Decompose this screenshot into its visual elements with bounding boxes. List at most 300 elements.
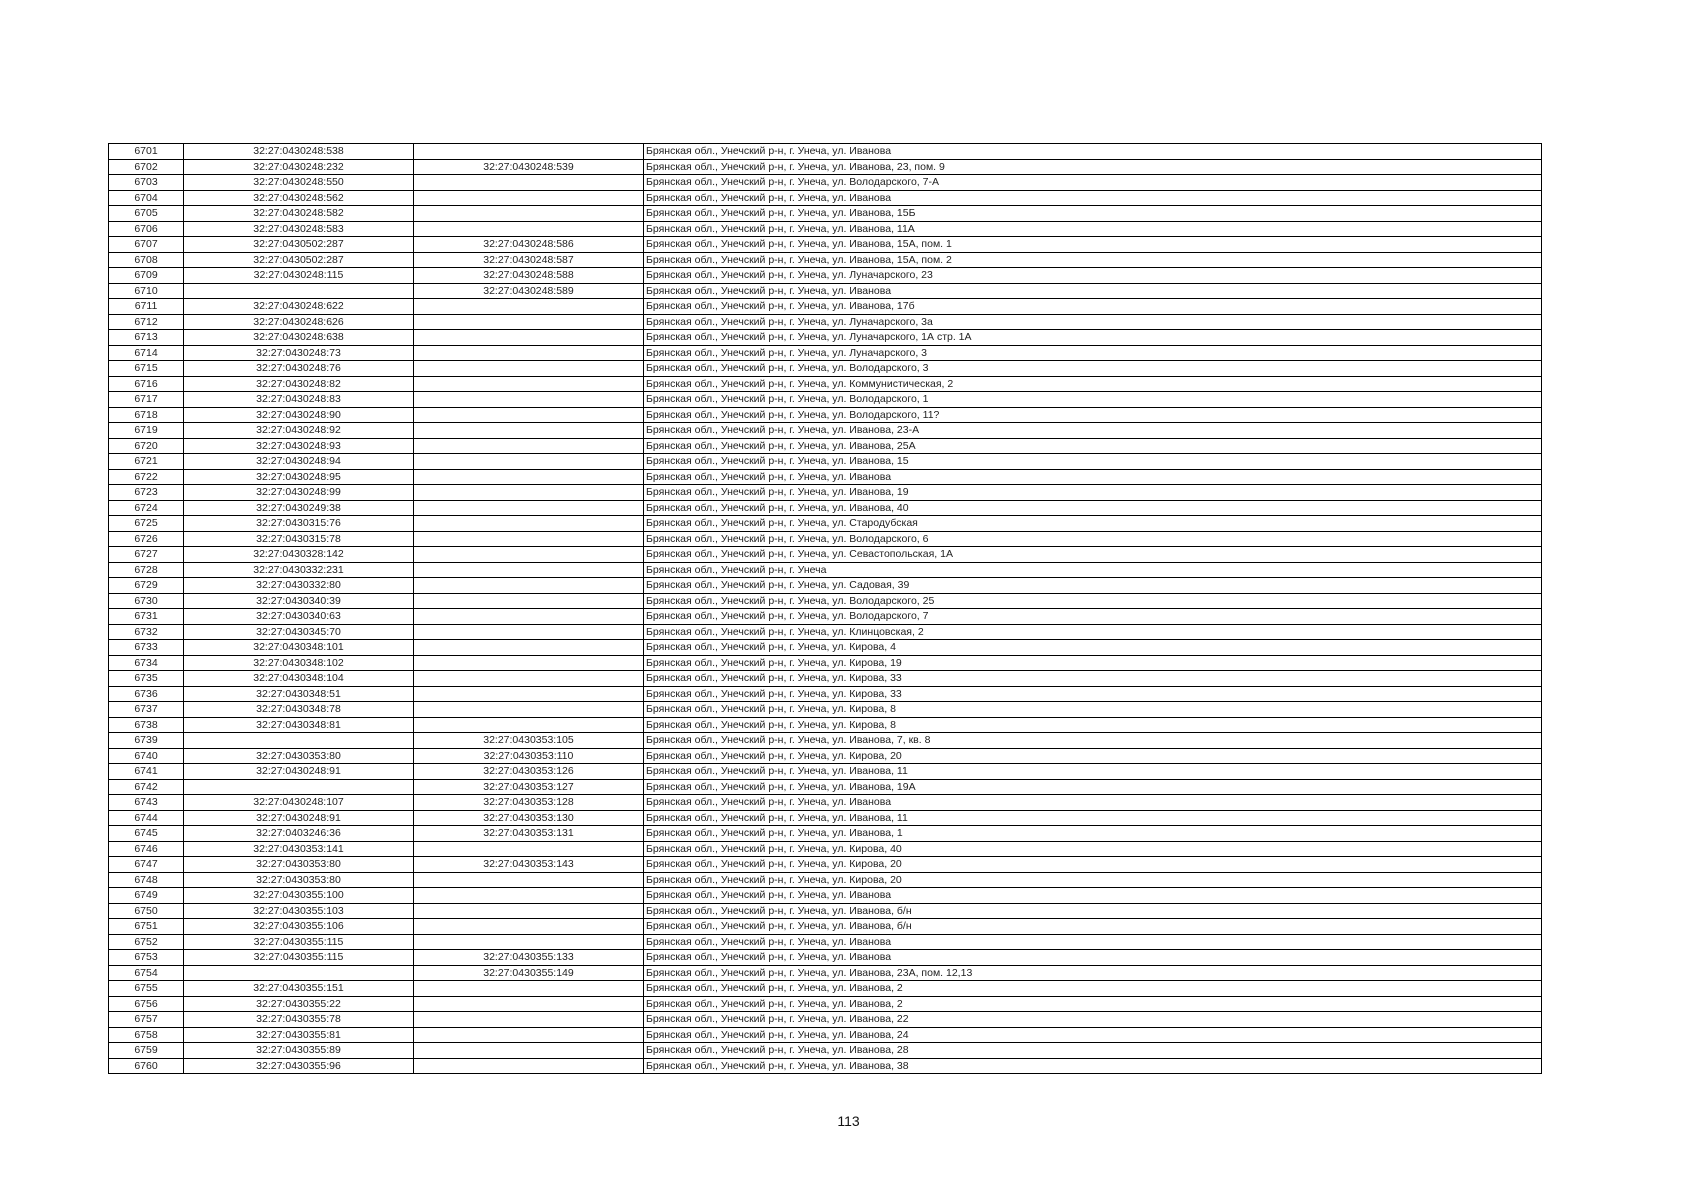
related-cadastral-number-cell: 32:27:0430248:589 (414, 283, 644, 299)
related-cadastral-number-cell (414, 485, 644, 501)
related-cadastral-number-cell (414, 903, 644, 919)
row-number-cell: 6749 (109, 888, 184, 904)
related-cadastral-number-cell (414, 500, 644, 516)
address-cell: Брянская обл., Унечский р-н, г. Унеча, ул. Севастопольская, 1А (644, 547, 1542, 563)
table-row (109, 252, 1542, 268)
table-row (109, 283, 1542, 299)
table-row (109, 764, 1542, 780)
cadastral-number-cell: 32:27:0430248:115 (184, 268, 414, 284)
related-cadastral-number-cell (414, 671, 644, 687)
related-cadastral-number-cell (414, 376, 644, 392)
table-row (109, 392, 1542, 408)
cadastral-number-cell: 32:27:0430355:22 (184, 996, 414, 1012)
address-cell: Брянская обл., Унечский р-н, г. Унеча, ул. Иванова (644, 190, 1542, 206)
row-number-cell: 6736 (109, 686, 184, 702)
row-number-cell: 6713 (109, 330, 184, 346)
row-number-cell: 6720 (109, 438, 184, 454)
row-number-cell: 6726 (109, 531, 184, 547)
related-cadastral-number-cell (414, 190, 644, 206)
table-row (109, 562, 1542, 578)
address-cell: Брянская обл., Унечский р-н, г. Унеча, ул. Иванова, 23А, пом. 12,13 (644, 965, 1542, 981)
cadastral-number-cell: 32:27:0430248:99 (184, 485, 414, 501)
cadastral-number-cell: 32:27:0430248:583 (184, 221, 414, 237)
related-cadastral-number-cell: 32:27:0430355:149 (414, 965, 644, 981)
cadastral-number-cell: 32:27:0430355:151 (184, 981, 414, 997)
address-cell: Брянская обл., Унечский р-н, г. Унеча, ул. Иванова, 17б (644, 299, 1542, 315)
cadastral-number-cell: 32:27:0430348:102 (184, 655, 414, 671)
related-cadastral-number-cell (414, 562, 644, 578)
table-row (109, 872, 1542, 888)
cadastral-number-cell: 32:27:0403246:36 (184, 826, 414, 842)
address-cell: Брянская обл., Унечский р-н, г. Унеча, ул. Володарского, 3 (644, 361, 1542, 377)
address-cell: Брянская обл., Унечский р-н, г. Унеча, ул. Володарского, 1 (644, 392, 1542, 408)
row-number-cell: 6718 (109, 407, 184, 423)
address-cell: Брянская обл., Унечский р-н, г. Унеча, ул. Стародубская (644, 516, 1542, 532)
row-number-cell: 6722 (109, 469, 184, 485)
address-cell: Брянская обл., Унечский р-н, г. Унеча, ул. Иванова (644, 950, 1542, 966)
table-row (109, 826, 1542, 842)
row-number-cell: 6751 (109, 919, 184, 935)
address-cell: Брянская обл., Унечский р-н, г. Унеча, ул. Иванова, 19А (644, 779, 1542, 795)
table-row (109, 314, 1542, 330)
table-row (109, 206, 1542, 222)
row-number-cell: 6737 (109, 702, 184, 718)
table-row (109, 1027, 1542, 1043)
table-row (109, 919, 1542, 935)
related-cadastral-number-cell (414, 702, 644, 718)
table-row (109, 1012, 1542, 1028)
cadastral-number-cell: 32:27:0430248:94 (184, 454, 414, 470)
row-number-cell: 6759 (109, 1043, 184, 1059)
address-cell: Брянская обл., Унечский р-н, г. Унеча, ул. Кирова, 33 (644, 671, 1542, 687)
row-number-cell: 6701 (109, 144, 184, 160)
row-number-cell: 6725 (109, 516, 184, 532)
table-row (109, 237, 1542, 253)
row-number-cell: 6732 (109, 624, 184, 640)
cadastral-number-cell: 32:27:0430348:104 (184, 671, 414, 687)
cadastral-number-cell: 32:27:0430248:83 (184, 392, 414, 408)
cadastral-number-cell: 32:27:0430355:103 (184, 903, 414, 919)
table-row (109, 717, 1542, 733)
row-number-cell: 6741 (109, 764, 184, 780)
table-row (109, 702, 1542, 718)
row-number-cell: 6715 (109, 361, 184, 377)
related-cadastral-number-cell (414, 361, 644, 377)
address-cell: Брянская обл., Унечский р-н, г. Унеча, ул. Иванова, 38 (644, 1058, 1542, 1074)
address-cell: Брянская обл., Унечский р-н, г. Унеча, ул. Иванова, 23-А (644, 423, 1542, 439)
cadastral-number-cell: 32:27:0430248:93 (184, 438, 414, 454)
address-cell: Брянская обл., Унечский р-н, г. Унеча (644, 562, 1542, 578)
cadastral-number-cell: 32:27:0430248:95 (184, 469, 414, 485)
related-cadastral-number-cell (414, 206, 644, 222)
related-cadastral-number-cell (414, 934, 644, 950)
row-number-cell: 6712 (109, 314, 184, 330)
table-row (109, 485, 1542, 501)
address-cell: Брянская обл., Унечский р-н, г. Унеча, ул. Кирова, 40 (644, 841, 1542, 857)
row-number-cell: 6734 (109, 655, 184, 671)
address-cell: Брянская обл., Унечский р-н, г. Унеча, ул. Володарского, 25 (644, 593, 1542, 609)
table-row (109, 407, 1542, 423)
table-row (109, 996, 1542, 1012)
address-cell: Брянская обл., Унечский р-н, г. Унеча, ул. Кирова, 33 (644, 686, 1542, 702)
table-row (109, 1043, 1542, 1059)
cadastral-number-cell: 32:27:0430355:81 (184, 1027, 414, 1043)
address-cell: Брянская обл., Унечский р-н, г. Унеча, ул. Иванова, б/н (644, 903, 1542, 919)
table-row (109, 593, 1542, 609)
row-number-cell: 6703 (109, 175, 184, 191)
row-number-cell: 6760 (109, 1058, 184, 1074)
table-row (109, 144, 1542, 160)
related-cadastral-number-cell (414, 454, 644, 470)
address-cell: Брянская обл., Унечский р-н, г. Унеча, ул. Иванова, 19 (644, 485, 1542, 501)
row-number-cell: 6728 (109, 562, 184, 578)
row-number-cell: 6711 (109, 299, 184, 315)
address-cell: Брянская обл., Унечский р-н, г. Унеча, ул. Иванова (644, 144, 1542, 160)
cadastral-number-cell: 32:27:0430248:538 (184, 144, 414, 160)
row-number-cell: 6758 (109, 1027, 184, 1043)
cadastral-number-cell (184, 733, 414, 749)
address-cell: Брянская обл., Унечский р-н, г. Унеча, ул. Иванова (644, 283, 1542, 299)
table-row (109, 1058, 1542, 1074)
related-cadastral-number-cell (414, 299, 644, 315)
address-cell: Брянская обл., Унечский р-н, г. Унеча, ул. Иванова, 1 (644, 826, 1542, 842)
address-cell: Брянская обл., Унечский р-н, г. Унеча, ул. Коммунистическая, 2 (644, 376, 1542, 392)
cadastral-number-cell: 32:27:0430315:78 (184, 531, 414, 547)
address-cell: Брянская обл., Унечский р-н, г. Унеча, ул. Луначарского, 3 (644, 345, 1542, 361)
address-cell: Брянская обл., Унечский р-н, г. Унеча, ул. Володарского, 11? (644, 407, 1542, 423)
address-cell: Брянская обл., Унечский р-н, г. Унеча, ул. Иванова, 28 (644, 1043, 1542, 1059)
cadastral-number-cell: 32:27:0430355:100 (184, 888, 414, 904)
cadastral-number-cell: 32:27:0430353:141 (184, 841, 414, 857)
address-cell: Брянская обл., Унечский р-н, г. Унеча, ул. Садовая, 39 (644, 578, 1542, 594)
address-cell: Брянская обл., Унечский р-н, г. Унеча, ул. Кирова, 8 (644, 717, 1542, 733)
row-number-cell: 6731 (109, 609, 184, 625)
table-row (109, 981, 1542, 997)
row-number-cell: 6755 (109, 981, 184, 997)
related-cadastral-number-cell (414, 717, 644, 733)
cadastral-number-cell: 32:27:0430340:39 (184, 593, 414, 609)
related-cadastral-number-cell (414, 919, 644, 935)
cadastral-number-cell: 32:27:0430502:287 (184, 252, 414, 268)
cadastral-number-cell: 32:27:0430248:76 (184, 361, 414, 377)
address-cell: Брянская обл., Унечский р-н, г. Унеча, ул. Иванова, 23, пом. 9 (644, 159, 1542, 175)
related-cadastral-number-cell (414, 686, 644, 702)
address-cell: Брянская обл., Унечский р-н, г. Унеча, ул. Иванова, 2 (644, 996, 1542, 1012)
cadastral-number-cell: 32:27:0430355:89 (184, 1043, 414, 1059)
address-cell: Брянская обл., Унечский р-н, г. Унеча, ул. Володарского, 7 (644, 609, 1542, 625)
related-cadastral-number-cell (414, 841, 644, 857)
related-cadastral-number-cell (414, 531, 644, 547)
row-number-cell: 6733 (109, 640, 184, 656)
row-number-cell: 6727 (109, 547, 184, 563)
registry-table-body (109, 144, 1542, 1074)
address-cell: Брянская обл., Унечский р-н, г. Унеча, ул. Кирова, 20 (644, 748, 1542, 764)
table-row (109, 779, 1542, 795)
cadastral-number-cell: 32:27:0430249:38 (184, 500, 414, 516)
address-cell: Брянская обл., Унечский р-н, г. Унеча, ул. Луначарского, 1А стр. 1А (644, 330, 1542, 346)
row-number-cell: 6716 (109, 376, 184, 392)
table-row (109, 733, 1542, 749)
address-cell: Брянская обл., Унечский р-н, г. Унеча, ул. Иванова, б/н (644, 919, 1542, 935)
row-number-cell: 6708 (109, 252, 184, 268)
cadastral-number-cell: 32:27:0430353:80 (184, 748, 414, 764)
address-cell: Брянская обл., Унечский р-н, г. Унеча, ул. Иванова (644, 934, 1542, 950)
cadastral-number-cell: 32:27:0430248:550 (184, 175, 414, 191)
related-cadastral-number-cell (414, 578, 644, 594)
cadastral-number-cell: 32:27:0430248:626 (184, 314, 414, 330)
related-cadastral-number-cell: 32:27:0430248:586 (414, 237, 644, 253)
related-cadastral-number-cell (414, 1012, 644, 1028)
row-number-cell: 6707 (109, 237, 184, 253)
row-number-cell: 6750 (109, 903, 184, 919)
row-number-cell: 6753 (109, 950, 184, 966)
row-number-cell: 6747 (109, 857, 184, 873)
related-cadastral-number-cell (414, 547, 644, 563)
row-number-cell: 6748 (109, 872, 184, 888)
table-row (109, 423, 1542, 439)
cadastral-number-cell: 32:27:0430355:78 (184, 1012, 414, 1028)
related-cadastral-number-cell: 32:27:0430353:110 (414, 748, 644, 764)
row-number-cell: 6744 (109, 810, 184, 826)
cadastral-number-cell: 32:27:0430355:115 (184, 934, 414, 950)
cadastral-number-cell: 32:27:0430332:231 (184, 562, 414, 578)
related-cadastral-number-cell (414, 438, 644, 454)
related-cadastral-number-cell: 32:27:0430248:587 (414, 252, 644, 268)
cadastral-number-cell: 32:27:0430248:232 (184, 159, 414, 175)
cadastral-number-cell: 32:27:0430348:81 (184, 717, 414, 733)
row-number-cell: 6702 (109, 159, 184, 175)
address-cell: Брянская обл., Унечский р-н, г. Унеча, ул. Иванова (644, 469, 1542, 485)
table-row (109, 268, 1542, 284)
address-cell: Брянская обл., Унечский р-н, г. Унеча, ул. Иванова, 15 (644, 454, 1542, 470)
address-cell: Брянская обл., Унечский р-н, г. Унеча, ул. Иванова, 11 (644, 810, 1542, 826)
cadastral-number-cell: 32:27:0430315:76 (184, 516, 414, 532)
related-cadastral-number-cell (414, 593, 644, 609)
page-number: 113 (837, 1113, 860, 1129)
related-cadastral-number-cell (414, 624, 644, 640)
related-cadastral-number-cell: 32:27:0430353:128 (414, 795, 644, 811)
cadastral-number-cell: 32:27:0430248:91 (184, 764, 414, 780)
row-number-cell: 6717 (109, 392, 184, 408)
table-row (109, 361, 1542, 377)
related-cadastral-number-cell (414, 407, 644, 423)
row-number-cell: 6754 (109, 965, 184, 981)
row-number-cell: 6757 (109, 1012, 184, 1028)
cadastral-number-cell: 32:27:0430248:582 (184, 206, 414, 222)
cadastral-number-cell: 32:27:0430348:78 (184, 702, 414, 718)
address-cell: Брянская обл., Унечский р-н, г. Унеча, ул. Володарского, 6 (644, 531, 1542, 547)
related-cadastral-number-cell (414, 640, 644, 656)
related-cadastral-number-cell: 32:27:0430248:588 (414, 268, 644, 284)
related-cadastral-number-cell: 32:27:0430353:130 (414, 810, 644, 826)
address-cell: Брянская обл., Унечский р-н, г. Унеча, ул. Клинцовская, 2 (644, 624, 1542, 640)
row-number-cell: 6756 (109, 996, 184, 1012)
cadastral-number-cell: 32:27:0430353:80 (184, 872, 414, 888)
address-cell: Брянская обл., Унечский р-н, г. Унеча, ул. Иванова, 7, кв. 8 (644, 733, 1542, 749)
row-number-cell: 6709 (109, 268, 184, 284)
cadastral-number-cell: 32:27:0430353:80 (184, 857, 414, 873)
table-row (109, 454, 1542, 470)
table-row (109, 175, 1542, 191)
table-row (109, 686, 1542, 702)
table-row (109, 578, 1542, 594)
related-cadastral-number-cell (414, 1027, 644, 1043)
table-row (109, 531, 1542, 547)
table-row (109, 500, 1542, 516)
table-row (109, 857, 1542, 873)
cadastral-number-cell: 32:27:0430348:51 (184, 686, 414, 702)
address-cell: Брянская обл., Унечский р-н, г. Унеча, ул. Иванова, 2 (644, 981, 1542, 997)
table-row (109, 190, 1542, 206)
related-cadastral-number-cell: 32:27:0430353:126 (414, 764, 644, 780)
address-cell: Брянская обл., Унечский р-н, г. Унеча, ул. Кирова, 20 (644, 857, 1542, 873)
table-row (109, 841, 1542, 857)
related-cadastral-number-cell (414, 655, 644, 671)
related-cadastral-number-cell (414, 345, 644, 361)
table-row (109, 376, 1542, 392)
table-row (109, 810, 1542, 826)
row-number-cell: 6723 (109, 485, 184, 501)
address-cell: Брянская обл., Унечский р-н, г. Унеча, ул. Иванова, 11 (644, 764, 1542, 780)
related-cadastral-number-cell (414, 423, 644, 439)
row-number-cell: 6743 (109, 795, 184, 811)
row-number-cell: 6739 (109, 733, 184, 749)
cadastral-number-cell: 32:27:0430355:96 (184, 1058, 414, 1074)
cadastral-number-cell: 32:27:0430248:73 (184, 345, 414, 361)
row-number-cell: 6719 (109, 423, 184, 439)
cadastral-number-cell: 32:27:0430332:80 (184, 578, 414, 594)
table-row (109, 671, 1542, 687)
table-row (109, 950, 1542, 966)
table-row (109, 934, 1542, 950)
address-cell: Брянская обл., Унечский р-н, г. Унеча, ул. Кирова, 19 (644, 655, 1542, 671)
address-cell: Брянская обл., Унечский р-н, г. Унеча, ул. Иванова, 11А (644, 221, 1542, 237)
table-row (109, 903, 1542, 919)
related-cadastral-number-cell (414, 996, 644, 1012)
table-row (109, 547, 1542, 563)
cadastral-number-cell: 32:27:0430340:63 (184, 609, 414, 625)
related-cadastral-number-cell: 32:27:0430355:133 (414, 950, 644, 966)
related-cadastral-number-cell: 32:27:0430353:105 (414, 733, 644, 749)
table-row (109, 965, 1542, 981)
address-cell: Брянская обл., Унечский р-н, г. Унеча, ул. Иванова (644, 795, 1542, 811)
cadastral-number-cell: 32:27:0430502:287 (184, 237, 414, 253)
table-row (109, 748, 1542, 764)
row-number-cell: 6738 (109, 717, 184, 733)
cadastral-number-cell: 32:27:0430248:562 (184, 190, 414, 206)
address-cell: Брянская обл., Унечский р-н, г. Унеча, ул. Иванова, 24 (644, 1027, 1542, 1043)
related-cadastral-number-cell (414, 609, 644, 625)
address-cell: Брянская обл., Унечский р-н, г. Унеча, ул. Володарского, 7-А (644, 175, 1542, 191)
address-cell: Брянская обл., Унечский р-н, г. Унеча, ул. Кирова, 4 (644, 640, 1542, 656)
row-number-cell: 6724 (109, 500, 184, 516)
address-cell: Брянская обл., Унечский р-н, г. Унеча, ул. Иванова, 15А, пом. 1 (644, 237, 1542, 253)
table-row (109, 159, 1542, 175)
address-cell: Брянская обл., Унечский р-н, г. Унеча, ул. Иванова, 15Б (644, 206, 1542, 222)
related-cadastral-number-cell (414, 516, 644, 532)
cadastral-number-cell: 32:27:0430248:90 (184, 407, 414, 423)
related-cadastral-number-cell (414, 469, 644, 485)
row-number-cell: 6752 (109, 934, 184, 950)
cadastral-number-cell: 32:27:0430248:92 (184, 423, 414, 439)
table-row (109, 516, 1542, 532)
cadastral-number-cell: 32:27:0430348:101 (184, 640, 414, 656)
row-number-cell: 6706 (109, 221, 184, 237)
address-cell: Брянская обл., Унечский р-н, г. Унеча, ул. Кирова, 8 (644, 702, 1542, 718)
row-number-cell: 6704 (109, 190, 184, 206)
row-number-cell: 6721 (109, 454, 184, 470)
cadastral-number-cell: 32:27:0430248:622 (184, 299, 414, 315)
related-cadastral-number-cell (414, 981, 644, 997)
row-number-cell: 6742 (109, 779, 184, 795)
table-row (109, 624, 1542, 640)
related-cadastral-number-cell (414, 314, 644, 330)
cadastral-number-cell: 32:27:0430248:638 (184, 330, 414, 346)
table-row (109, 795, 1542, 811)
related-cadastral-number-cell (414, 144, 644, 160)
related-cadastral-number-cell: 32:27:0430353:127 (414, 779, 644, 795)
related-cadastral-number-cell: 32:27:0430353:143 (414, 857, 644, 873)
table-row (109, 469, 1542, 485)
address-cell: Брянская обл., Унечский р-н, г. Унеча, ул. Иванова, 22 (644, 1012, 1542, 1028)
address-cell: Брянская обл., Унечский р-н, г. Унеча, ул. Иванова, 25А (644, 438, 1542, 454)
related-cadastral-number-cell (414, 1043, 644, 1059)
table-row (109, 299, 1542, 315)
table-row (109, 345, 1542, 361)
registry-table (108, 143, 1542, 1074)
cadastral-number-cell: 32:27:0430248:91 (184, 810, 414, 826)
row-number-cell: 6746 (109, 841, 184, 857)
related-cadastral-number-cell (414, 872, 644, 888)
related-cadastral-number-cell: 32:27:0430248:539 (414, 159, 644, 175)
cadastral-number-cell: 32:27:0430248:107 (184, 795, 414, 811)
address-cell: Брянская обл., Унечский р-н, г. Унеча, ул. Иванова, 40 (644, 500, 1542, 516)
table-row (109, 221, 1542, 237)
cadastral-number-cell (184, 779, 414, 795)
address-cell: Брянская обл., Унечский р-н, г. Унеча, ул. Иванова (644, 888, 1542, 904)
table-row (109, 888, 1542, 904)
related-cadastral-number-cell (414, 221, 644, 237)
cadastral-number-cell (184, 283, 414, 299)
related-cadastral-number-cell (414, 330, 644, 346)
row-number-cell: 6745 (109, 826, 184, 842)
row-number-cell: 6730 (109, 593, 184, 609)
row-number-cell: 6714 (109, 345, 184, 361)
related-cadastral-number-cell: 32:27:0430353:131 (414, 826, 644, 842)
table-row (109, 655, 1542, 671)
row-number-cell: 6710 (109, 283, 184, 299)
address-cell: Брянская обл., Унечский р-н, г. Унеча, ул. Иванова, 15А, пом. 2 (644, 252, 1542, 268)
address-cell: Брянская обл., Унечский р-н, г. Унеча, ул. Луначарского, 3а (644, 314, 1542, 330)
cadastral-number-cell: 32:27:0430355:106 (184, 919, 414, 935)
related-cadastral-number-cell (414, 1058, 644, 1074)
row-number-cell: 6705 (109, 206, 184, 222)
related-cadastral-number-cell (414, 175, 644, 191)
table-row (109, 330, 1542, 346)
cadastral-number-cell: 32:27:0430345:70 (184, 624, 414, 640)
cadastral-number-cell (184, 965, 414, 981)
table-row (109, 438, 1542, 454)
table-row (109, 609, 1542, 625)
cadastral-number-cell: 32:27:0430328:142 (184, 547, 414, 563)
address-cell: Брянская обл., Унечский р-н, г. Унеча, ул. Луначарского, 23 (644, 268, 1542, 284)
row-number-cell: 6740 (109, 748, 184, 764)
row-number-cell: 6729 (109, 578, 184, 594)
related-cadastral-number-cell (414, 392, 644, 408)
row-number-cell: 6735 (109, 671, 184, 687)
cadastral-number-cell: 32:27:0430355:115 (184, 950, 414, 966)
cadastral-number-cell: 32:27:0430248:82 (184, 376, 414, 392)
